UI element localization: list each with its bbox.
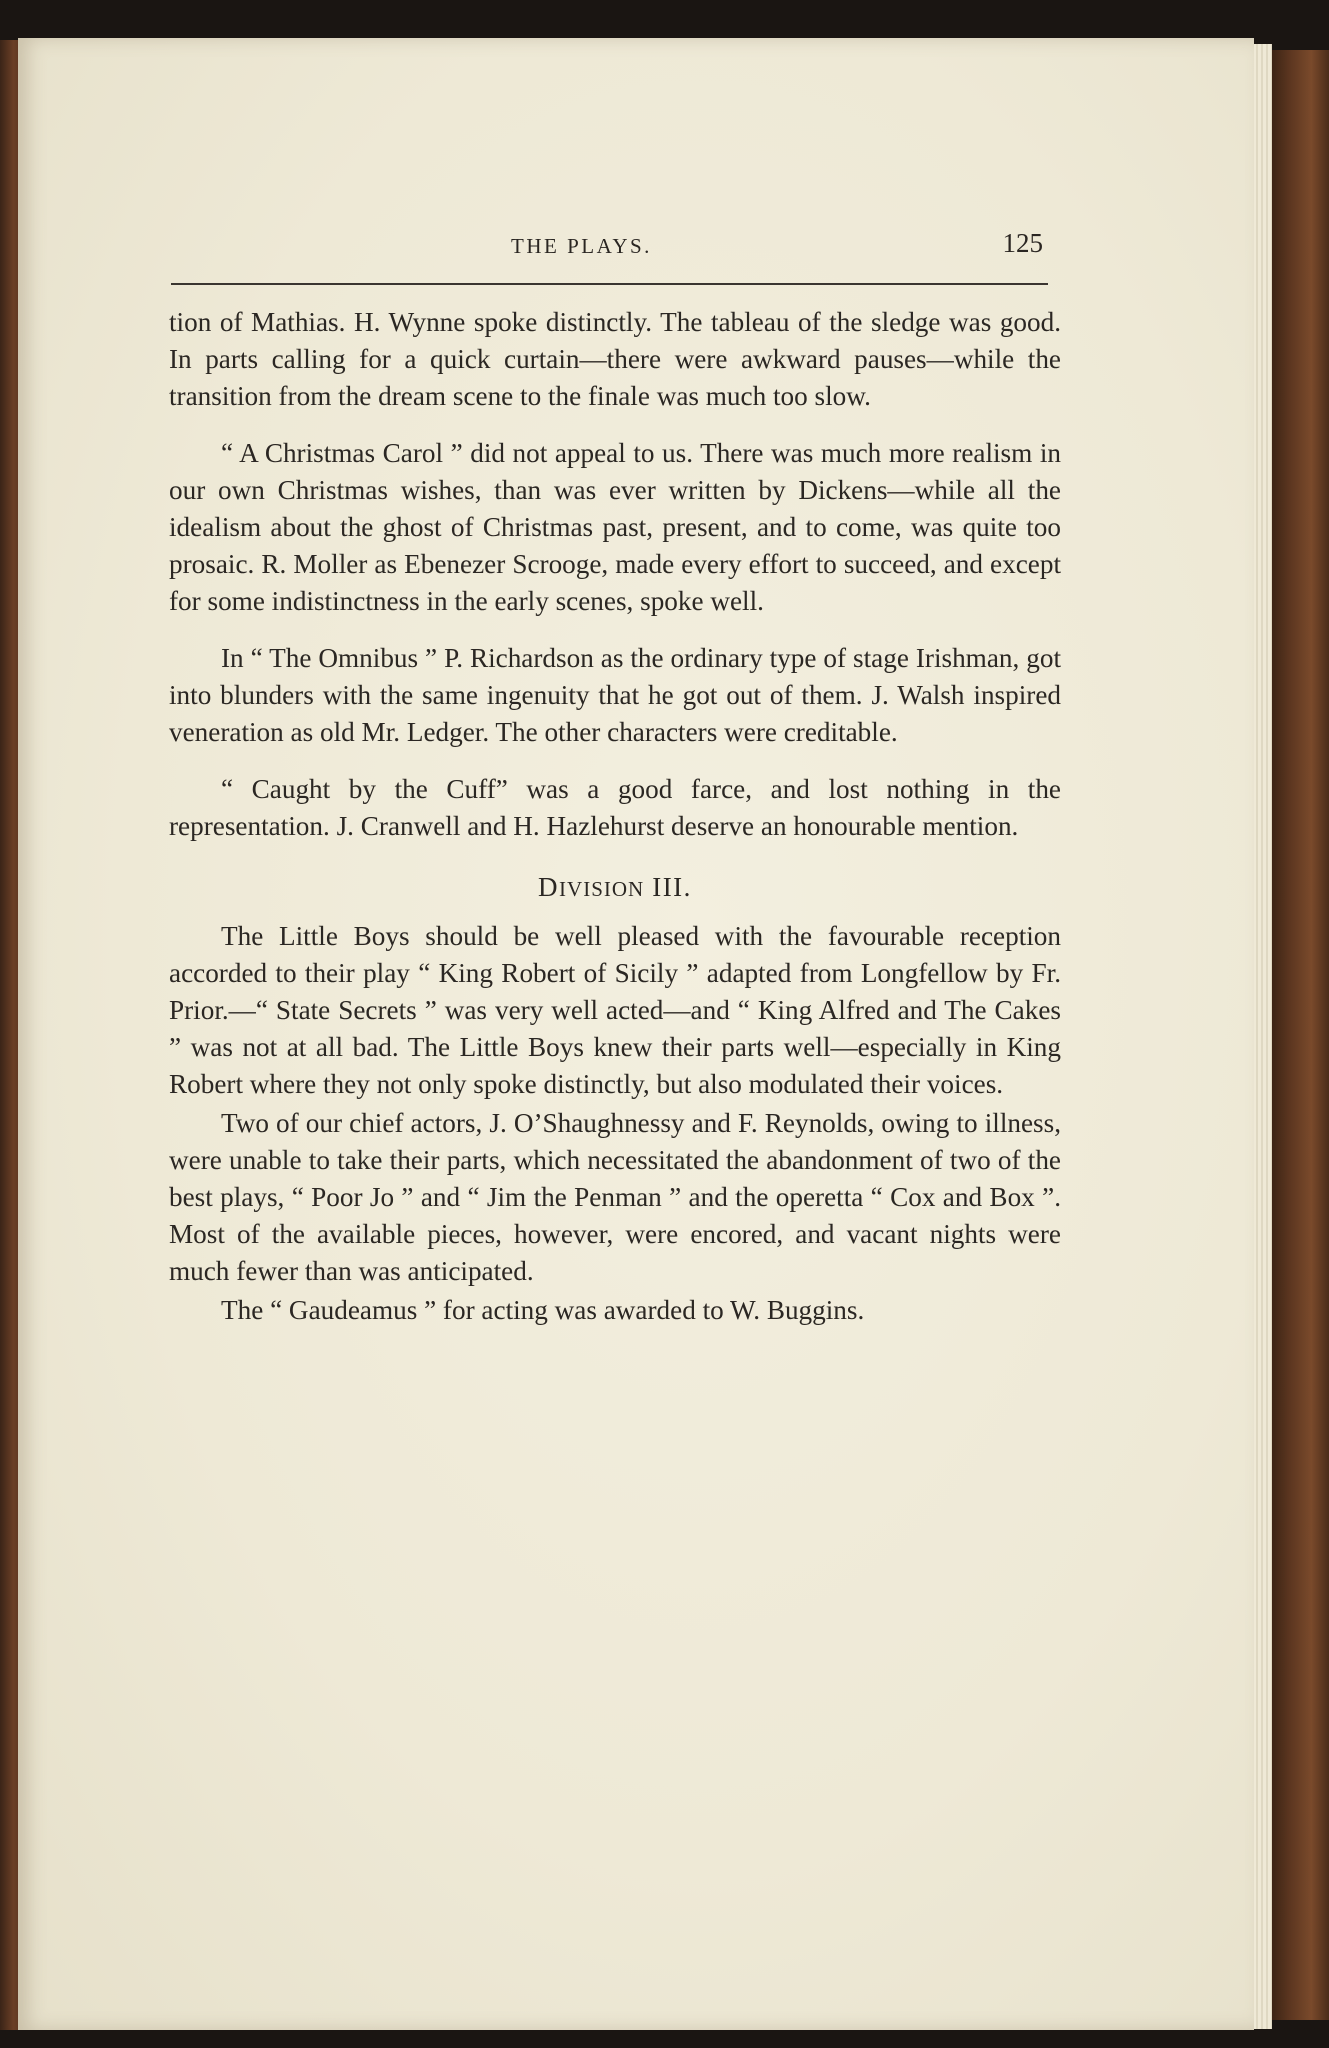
section-heading-numeral: III. bbox=[652, 872, 692, 902]
body-text bbox=[169, 304, 1061, 1329]
section-heading-division-iii bbox=[169, 869, 1061, 908]
running-head-title: THE PLAYS. bbox=[511, 234, 652, 258]
paragraph-chief-actors: Two of our chief actors, J. O’Shaughnessy and F. Reynolds, owing to illness, were unable to take their parts, which necessitated the abandonment of two of the best plays, “ Poor Jo ” and “ Jim the Penman ” and the operetta “ Cox and Box ”. Most of the available pieces, however, were encored, and vacant nights were much fewer than was anticipated. bbox=[169, 1108, 1061, 1286]
paragraph-christmas-carol: “ A Christmas Carol ” did not appeal to us. There was much more realism in our own Christmas wishes, than was ever written by Dickens—while all the idealism about the ghost of Christmas past, present, and to come, was quite too prosaic. R. Moller as Ebenezer Scrooge, made every effort to succeed, and except for some indistinctness in the early scenes, spoke well. bbox=[169, 438, 1061, 616]
paragraph-gaudeamus: The “ Gaudeamus ” for acting was awarded to W. Buggins. bbox=[221, 1295, 865, 1325]
section-heading-rest: IVISION bbox=[559, 877, 645, 901]
paragraph-omnibus: In “ The Omnibus ” P. Richardson as the ordinary type of stage Irishman, got into blunders with the same ingenuity that he got out of them. J. Walsh inspired veneration as old Mr. Ledger. The other characters were creditable. bbox=[169, 643, 1061, 747]
paragraph-mathias: tion of Mathias. H. Wynne spoke distinctly. The tableau of the sledge was good. In parts calling for a quick curtain—there were awkward pauses—while the transition from the dream scene to the finale was much too slow. bbox=[169, 307, 1061, 411]
running-head bbox=[171, 226, 1051, 266]
section-heading-initial: D bbox=[538, 872, 560, 902]
header-rule bbox=[171, 283, 1048, 285]
paragraph-caught-by-the-cuff: “ Caught by the Cuff” was a good farce, and lost nothing in the representation. J. Cranwell and H. Hazlehurst deserve an honourable mention. bbox=[169, 774, 1061, 841]
paragraph-little-boys: The Little Boys should be well pleased with the favourable reception accorded to their play “ King Robert of Sicily ” adapted from Longfellow by Fr. Prior.—“ State Secrets ” was very well acted—and “ King Alfred and The Cakes ” was not at all bad. The Little Boys knew their parts well—especially in King Robert where they not only spoke distinctly, but also modulated their voices. bbox=[169, 921, 1061, 1099]
page-number: 125 bbox=[1002, 228, 1043, 258]
